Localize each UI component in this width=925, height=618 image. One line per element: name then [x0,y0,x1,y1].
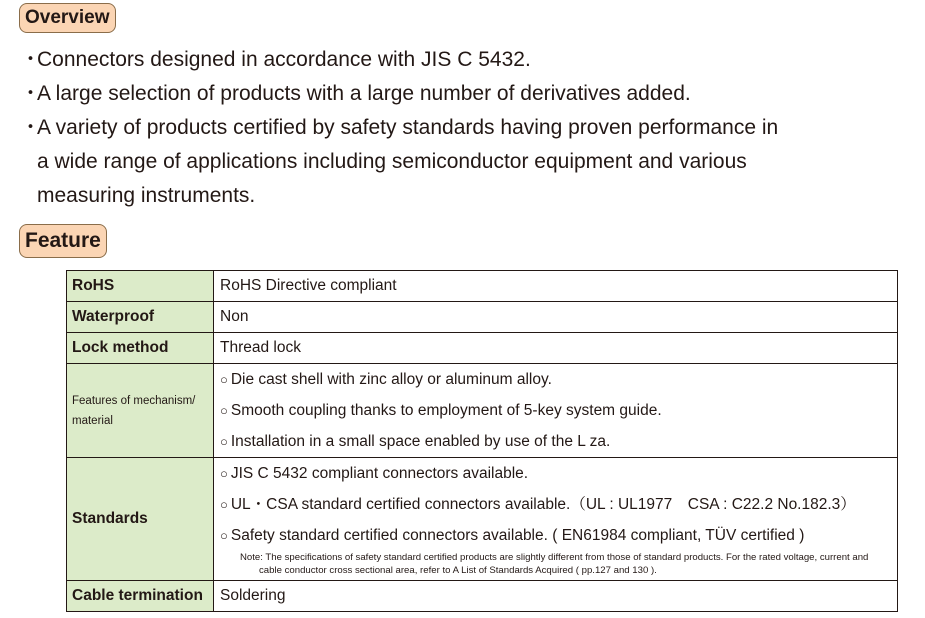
list-item [220,520,891,551]
list-item [220,395,891,426]
list-item [220,364,891,395]
item-text: Die cast shell with zinc alloy or aluminum alloy. [230,371,552,388]
overview-bullet [20,111,910,213]
row-value: RoHS Directive compliant [214,271,898,302]
row-label-line: material [72,414,113,427]
table-row-lock-method [67,333,898,364]
table-row-mechanism [67,364,898,458]
row-value: Non [214,302,898,333]
row-value: Thread lock [214,333,898,364]
list-item [220,489,891,520]
row-label-line: Features of mechanism/ [72,394,196,407]
row-label: Lock method [67,333,214,364]
bullet-dot: ・ [20,116,41,139]
row-label: RoHS [67,271,214,302]
circle-bullet-icon: ○ [220,528,228,543]
feature-heading: Feature [19,224,107,258]
bullet-text: A large selection of products with a large number of derivatives added. [37,82,691,105]
bullet-dot: ・ [20,48,41,71]
table-row-standards [67,458,898,581]
note-line: cable conductor cross sectional area, refer to A List of Standards Acquired ( pp.127 and 130 ). [259,565,657,576]
item-text: UL・CSA standard certified connectors available.（UL : UL1977 CSA : C22.2 No.182.3） [230,496,856,513]
row-label: Standards [67,458,214,581]
item-text: Smooth coupling thanks to employment of 5-key system guide. [230,402,662,419]
list-item [220,458,891,489]
row-value: Soldering [214,581,898,612]
overview-bullet [20,77,910,111]
note-line: Note: The specifications of safety standard certified products are slightly different from those of standard products. For the rated voltage, current and [240,552,869,563]
table-row-cable-termination [67,581,898,612]
circle-bullet-icon: ○ [220,497,228,512]
feature-table [66,270,898,612]
overview-bullet [20,43,910,77]
bullet-text: A variety of products certified by safety standards having proven performance in a wide range of applications including semiconductor equipment and various measuring instruments. [37,116,779,207]
list-item [220,426,891,457]
item-text: JIS C 5432 compliant connectors available. [230,465,529,482]
item-text: Installation in a small space enabled by use of the L za. [230,433,611,450]
row-label: Cable termination [67,581,214,612]
bullet-text: Connectors designed in accordance with JIS C 5432. [37,48,531,71]
row-label: Waterproof [67,302,214,333]
circle-bullet-icon: ○ [220,434,228,449]
circle-bullet-icon: ○ [220,466,228,481]
row-label [67,364,214,458]
row-value [214,364,898,458]
table-row-waterproof [67,302,898,333]
overview-bullet-list [20,43,910,213]
circle-bullet-icon: ○ [220,403,228,418]
item-text: Safety standard certified connectors available. ( EN61984 compliant, TÜV certified ) [230,527,805,544]
standards-note [220,551,891,580]
bullet-dot: ・ [20,82,41,105]
overview-heading: Overview [19,3,116,33]
row-value [214,458,898,581]
circle-bullet-icon: ○ [220,372,228,387]
table-row-rohs [67,271,898,302]
